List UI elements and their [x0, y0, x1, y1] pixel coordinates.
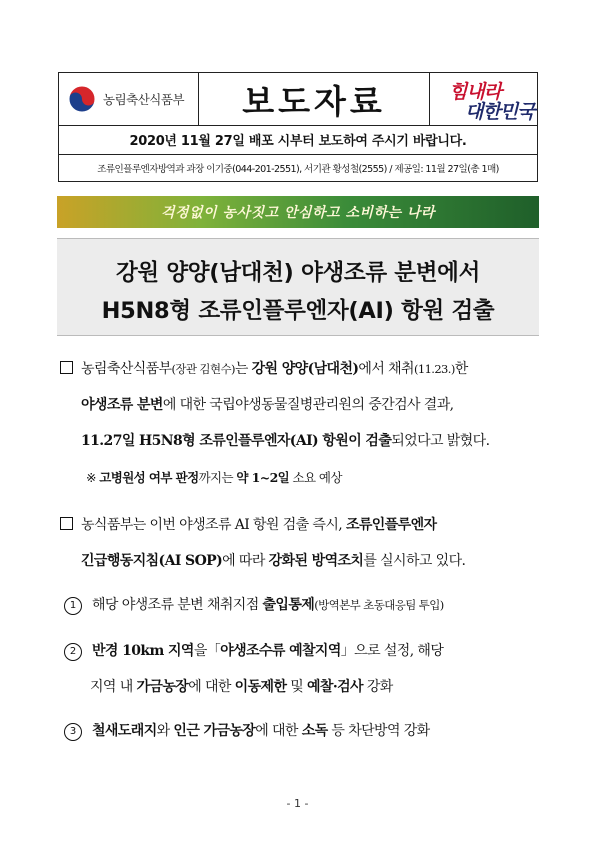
ministry-name: 농림축산식품부	[103, 92, 185, 107]
taegeuk-emblem-icon	[67, 84, 97, 114]
document-title: 보도자료	[199, 73, 430, 125]
paragraph-1-line-2: 야생조류 분변에 대한 국립야생동물질병관리원의 중간검사 결과,	[81, 397, 454, 413]
slogan-line-1: 힘내라	[449, 81, 502, 103]
headline-line-2: H5N8형 조류인플루엔자(AI) 항원 검출	[101, 298, 495, 324]
headline-line-1: 강원 양양(남대천) 야생조류 분변에서	[115, 260, 481, 286]
note-line: ※ 고병원성 여부 판정까지는 약 1~2일 소요 예상	[86, 470, 342, 485]
circled-number-3: 3	[64, 723, 82, 741]
contact-info: 조류인플루엔자방역과 과장 이기중(044-201-2551), 서기관 황성철(2555) / 제공일: 11월 27일(총 1매)	[97, 163, 499, 175]
headline-box	[57, 238, 539, 336]
header-top-row	[59, 73, 537, 126]
press-release-header	[58, 72, 538, 182]
slogan-line-2: 대한민국	[465, 101, 535, 123]
paragraph-2-line-1: 농식품부는 이번 야생조류 AI 항원 검출 즉시, 조류인플루엔자	[60, 514, 436, 534]
square-bullet-icon	[60, 517, 73, 530]
paragraph-2-line-2: 긴급행동지침(AI SOP)에 따라 강화된 방역조치를 실시하고 있다.	[81, 553, 466, 569]
paragraph-1-line-3: 11.27일 H5N8형 조류인플루엔자(AI) 항원이 검출되었다고 밝혔다.	[81, 433, 490, 449]
list-item-2-continuation: 지역 내 가금농장에 대한 이동제한 및 예찰·검사 강화	[90, 679, 393, 695]
banner-text: 걱정없이 농사짓고 안심하고 소비하는 나라	[161, 205, 435, 221]
list-item-2: 2 반경 10km 지역을「야생조수류 예찰지역」으로 설정, 해당	[64, 640, 443, 661]
circled-number-1: 1	[64, 597, 82, 615]
ministry-logo	[59, 73, 199, 125]
release-notice: 2020년 11월 27일 배포 시부터 보도하여 주시기 바랍니다.	[59, 125, 537, 155]
paragraph-1-line-1: 농림축산식품부(장관 김현수)는 강원 양양(남대천)에서 채취(11.23.)한	[60, 358, 468, 378]
list-item-3: 3 철새도래지와 인근 가금농장에 대한 소독 등 차단방역 강화	[64, 720, 430, 741]
circled-number-2: 2	[64, 643, 82, 661]
square-bullet-icon	[60, 361, 73, 374]
slogan-banner	[57, 196, 539, 228]
page-number: - 1 -	[286, 797, 309, 810]
slogan-logo	[429, 73, 537, 125]
list-item-1: 1 해당 야생조류 분변 채취지점 출입통제(방역본부 초동대응팀 투입)	[64, 594, 444, 615]
